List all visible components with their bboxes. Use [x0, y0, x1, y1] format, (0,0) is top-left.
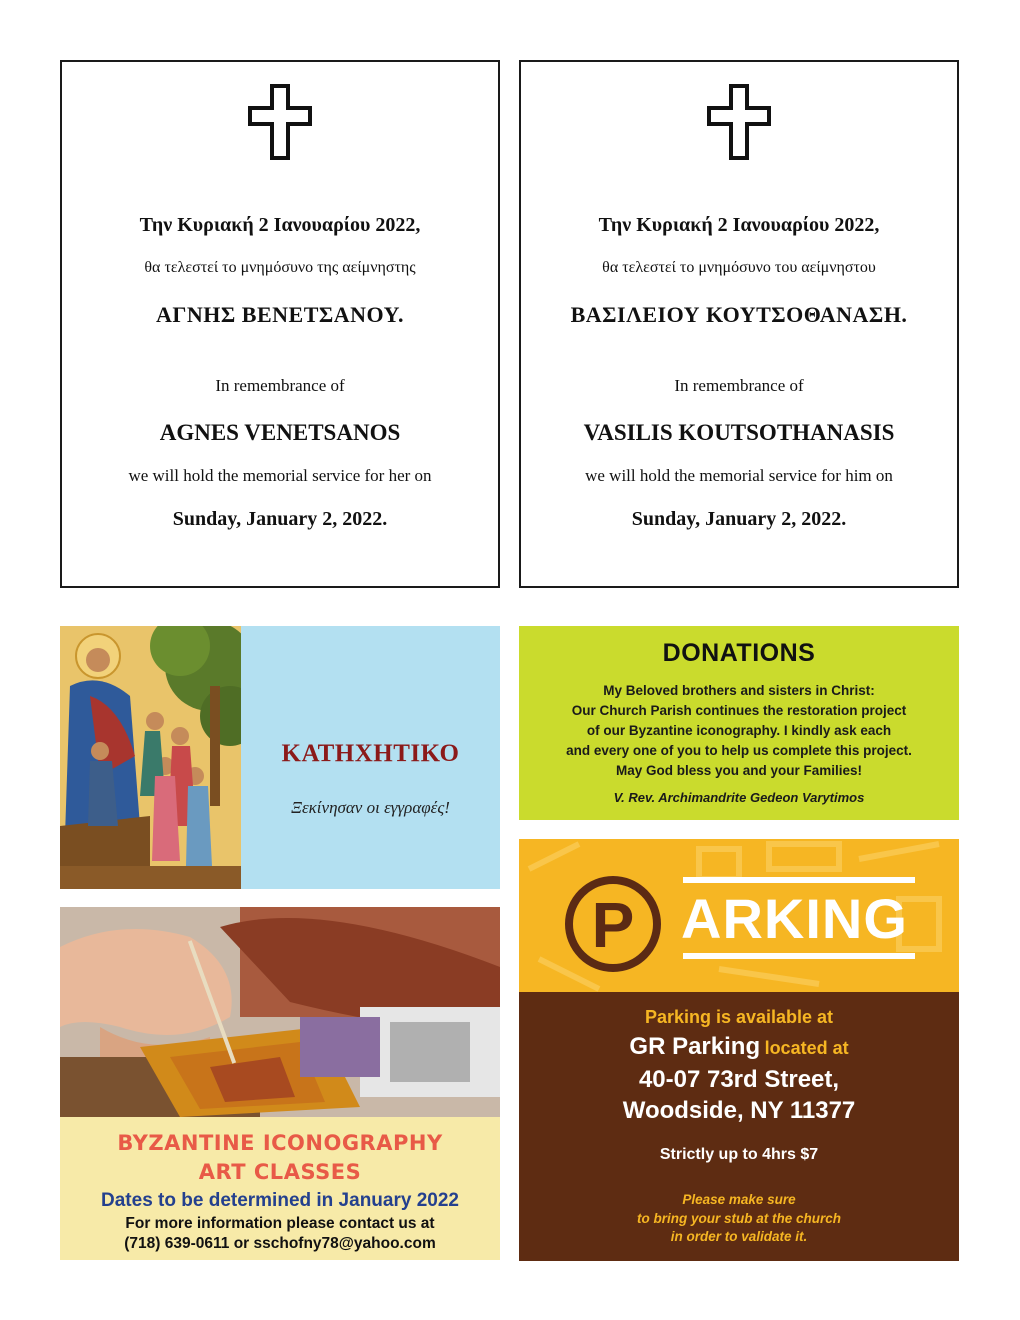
iconography-info-line2: (718) 639-0611 or sschofny78@yahoo.com [124, 1235, 436, 1252]
english-memorial-line: we will hold the memorial service for him on [585, 466, 893, 485]
christ-with-children-icon-image [60, 626, 241, 889]
english-name: AGNES VENETSANOS [159, 420, 401, 445]
cross-icon [248, 84, 312, 160]
iconography-info-line1: For more information please contact us at [125, 1215, 435, 1232]
iconography-title-line1: BYZANTINE ICONOGRAPHY [117, 1131, 443, 1155]
english-date: Sunday, January 2, 2022. [631, 508, 847, 530]
parking-price: Strictly up to 4hrs $7 [659, 1146, 819, 1163]
parking-info-area [519, 992, 959, 1261]
parking-address-line2: Woodside, NY 11377 [622, 1097, 856, 1124]
greek-memorial-line: θα τελεστεί το μνημόσυνο του αείμνηστου [602, 259, 876, 276]
donations-body-line: May God bless you and your Families! [615, 763, 863, 778]
parking-p-icon [565, 876, 661, 972]
catechism-title: ΚΑΤΗΧΗΤΙΚΟ [281, 740, 460, 767]
parking-address [519, 1064, 959, 1126]
parking-note-line: Please make sure [682, 1192, 796, 1207]
parking-note-line: in order to validate it. [670, 1229, 808, 1244]
iconography-title-line2: ART CLASSES [198, 1160, 362, 1184]
catechism-panel [60, 626, 500, 889]
english-intro: In remembrance of [215, 376, 345, 395]
donations-title: DONATIONS [662, 639, 816, 667]
memorial-card-vasilis [519, 60, 959, 588]
parking-logo-bar-top [683, 877, 915, 883]
memorial-card-agnes [60, 60, 500, 588]
catechism-subtitle: Ξεκίνησαν οι εγγραφές! [291, 798, 450, 817]
icon-painting-photo [60, 907, 500, 1117]
parking-logo-letter: P [591, 889, 635, 961]
parking-logo-area [519, 839, 959, 992]
donations-signature: V. Rev. Archimandrite Gedeon Varytimos [613, 790, 865, 805]
english-date: Sunday, January 2, 2022. [172, 508, 388, 530]
greek-name: ΒΑΣΙΛΕΙΟΥ ΚΟΥΤΣΟΘΑΝΑΣΗ. [570, 302, 908, 327]
english-name: VASILIS KOUTSOTHANASIS [583, 420, 895, 445]
parking-panel [519, 839, 959, 1261]
parking-name-row [519, 1033, 959, 1061]
iconography-dates: Dates to be determined in January 2022 [101, 1190, 459, 1211]
parking-note-line: to bring your stub at the church [636, 1210, 841, 1226]
donations-body-line: and every one of you to help us complete this project. [566, 743, 912, 758]
iconography-title [60, 1129, 500, 1187]
parking-logo-word: ARKING [681, 887, 908, 950]
parking-name: GR Parking [629, 1033, 761, 1060]
cross-icon [707, 84, 771, 160]
donations-panel [519, 626, 959, 820]
parking-located-text: located at [764, 1038, 849, 1058]
parking-available-text: Parking is available at [644, 1007, 834, 1027]
donations-body-line: Our Church Parish continues the restoration project [571, 703, 907, 718]
parking-address-line1: 40-07 73rd Street, [638, 1066, 840, 1093]
donations-body-line: My Beloved brothers and sisters in Christ: [603, 683, 875, 698]
greek-name: ΑΓΝΗΣ ΒΕΝΕΤΣΑΝΟΥ. [156, 302, 404, 327]
greek-date: Την Κυριακή 2 Ιανουαρίου 2022, [139, 214, 421, 236]
greek-memorial-line: θα τελεστεί το μνημόσυνο της αείμνηστης [144, 259, 416, 276]
iconography-contact-info [60, 1214, 500, 1254]
parking-note [519, 1191, 959, 1247]
iconography-classes-panel [60, 907, 500, 1260]
donations-body-line: of our Byzantine iconography. I kindly ask each [586, 723, 892, 738]
english-memorial-line: we will hold the memorial service for her on [128, 466, 432, 485]
donations-body [519, 681, 959, 781]
parking-logo-bar-bottom [683, 953, 915, 959]
english-intro: In remembrance of [674, 376, 804, 395]
greek-date: Την Κυριακή 2 Ιανουαρίου 2022, [598, 214, 880, 236]
